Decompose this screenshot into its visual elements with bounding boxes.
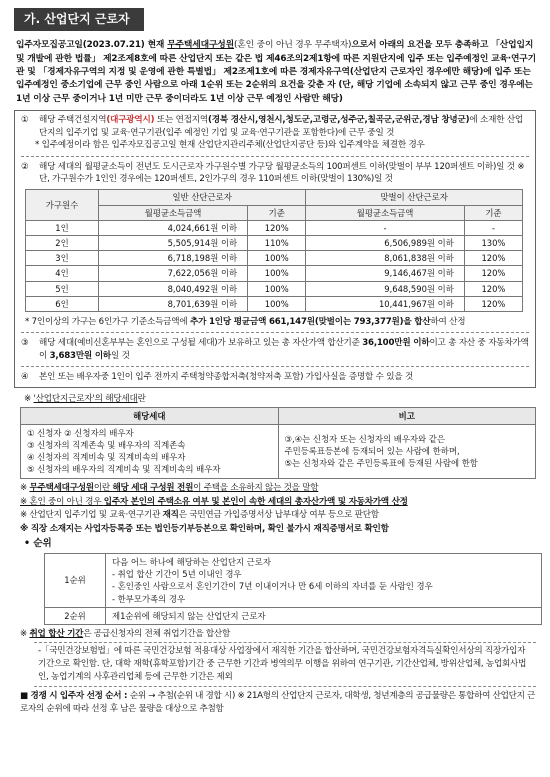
- divider: [21, 332, 529, 333]
- table-row: 5인 8,040,492원 이하 100% 9,648,590원 이하 120%: [26, 281, 523, 296]
- divider: [21, 156, 529, 157]
- note-no-house: ※ 무주택세대구성원이란 해당 세대 구성원 전원이 주택을 소유하지 않는 것을 말함: [20, 483, 319, 494]
- income-table: 가구원수 일반 산단근로자 맞벌이 산단근로자 월평균소득금액 기준 월평균소득금액 기준 1인 4,024,661원 이하 120% - - 2인 5,505,914원 이하 110% 6,506,989원 이하 130% 3인 6,718,198원 이하 100% 8,061,838원 이하 120% 4인 7,622,056원 이하 100% 9,146,467원 이하 120% 5인 8,040,492원 이하 100% 9,648,590원 이하 120% 6인 8,701,639원 이하 100% 10,441,967원 이하 120%: [25, 189, 523, 312]
- table-row: 3인 6,718,198원 이하 100% 8,061,838원 이하 120%: [26, 251, 523, 266]
- employment-period-detail: -「국민건강보험법」에 따른 국민건강보험 적용대상 사업장에서 재직한 기간을 합산하며, 국민건강보험자격득실확인서상의 직장가입자기간으로 확인함. 단, 대학 재학(휴학포함)기간 중 근무한 기간과 병역의무 이행을 위하여 연구기관, 기간산업체, 방위산업체, 농업회사법인, 농업기계의 사후관리업체 등에 근무한 기간은 제외: [34, 642, 536, 687]
- selection-order: ■ 경쟁 시 입주자 선정 순서 : 순위 → 추첨(순위 내 경합 시) ※ 21A형의 산업단지 근로자, 대학생, 청년계층의 공급물량은 통합하여 산업단지 근로자의 순위에 따라 선정 후 남은 물량을 대상으로 추첨함: [20, 691, 536, 714]
- conditions-box: [14, 110, 536, 388]
- condition-4: ④ 본인 또는 배우자중 1인이 입주 전까지 주택청약종합저축(청약저축 포함) 가입사실을 증명할 수 있을 것: [21, 372, 414, 383]
- table-row: 6인 8,701,639원 이하 100% 10,441,967원 이하 120%: [26, 296, 523, 311]
- condition-1-note: * 입주예정이라 함은 입주자모집공고일 현재 산업단지관리주체(산업단지공단 등)와 입주계약을 체결한 경우: [35, 140, 425, 151]
- condition-3: ③ 해당 세대(예비신혼부부는 혼인으로 구성될 세대)가 보유하고 있는 총 자산가액 합산기준 36,100만원 이하이고 총 자산 중 자동차가액이 3,683만원 이하일 것: [21, 338, 529, 361]
- divider: [21, 366, 529, 367]
- table-row: 1인 4,024,661원 이하 120% - -: [26, 220, 523, 235]
- employment-period-heading: ※ 취업 합산 기간은 공급신청자의 전체 취업기간을 합산함: [20, 628, 231, 639]
- household-remarks: ③,④는 신청자 또는 신청자의 배우자와 같은 주민등록표등본에 등재되어 있는 사람에 한하며, ⑤는 신청자와 같은 주민등록표에 등재된 사람에 한함: [278, 425, 536, 479]
- note-unmarried: ※ 혼인 중이 아닌 경우 입주자 본인의 주택소유 여부 및 본인이 속한 세대의 총자산가액 및 자동차가액 산정: [20, 496, 408, 507]
- section-header: 가. 산업단지 근로자: [14, 8, 144, 31]
- condition-1: ① 해당 주택건설지역(대구광역시) 또는 연접지역(경북 경산시,영천시,청도군,고령군,성주군,칠곡군,군위군,경남 창녕군)에 소재한 산업단지의 입주기업 및 교육·연구기관(입주 예정인 기업 및 교육·연구기관을 포함한다)에 근무 중일 것: [21, 115, 524, 138]
- household-definition-title: ※ '산업단지근로자'의 해당세대란: [24, 393, 146, 404]
- household-definition-table: 해당세대 비고 ① 신청자 ② 신청자의 배우자 ③ 신청자의 직계존속 및 배우자의 직계존속 ④ 신청자의 직계비속 및 직계비속의 배우자 ⑤ 신청자의 배우자의 직계비속 및 직계비속의 배우자 ③,④는 신청자 또는 신청자의 배우자와 같은 주민등록표등본에 등재되어 있는 사람에 한하며, ⑤는 신청자와 같은 주민등록표에 등재된 사람에 한함: [20, 407, 536, 479]
- condition-2: ② 해당 세대의 월평균소득이 전년도 도시근로자 가구원수별 가구당 월평균소득의 100퍼센트 이하(맞벌이 부부 120퍼센트 이하)일 것 ※ 단, 가구원수가 1인인 경우에는 120퍼센트, 2인가구의 경우 110퍼센트 이하(맞벌이 130%)일 것: [21, 161, 525, 184]
- household-list: ① 신청자 ② 신청자의 배우자 ③ 신청자의 직계존속 및 배우자의 직계존속 ④ 신청자의 직계비속 및 직계비속의 배우자 ⑤ 신청자의 배우자의 직계비속 및 직계비속의 배우자: [21, 425, 279, 479]
- table-row: 4인 7,622,056원 이하 100% 9,146,467원 이하 120%: [26, 266, 523, 281]
- table-row: 2인 5,505,914원 이하 110% 6,506,989원 이하 130%: [26, 236, 523, 251]
- income-footnote: * 7인이상의 가구는 6인가구 기준소득금액에 추가 1인당 평균금액 661,147원(맞벌이는 793,377원)을 합산하여 산정: [25, 316, 466, 327]
- table-row: 1순위 다음 어느 하나에 해당하는 산업단지 근로자 - 취업 합산 기간이 5년 이내인 경우 - 혼인중인 사람으로서 혼인기간이 7년 이내이거나 만 6세 이하의 자녀를 둔 사람인 경우 - 한부모가족의 경우: [45, 554, 542, 608]
- eligibility-intro: 입주자모집공고일(2023.07.21) 현재 무주택세대구성원(혼인 중이 아닌 경우 무주택자)으로서 아래의 요건을 모두 충족하고 「산업입지 및 개발에 관한 법률」 제2조제8호에 따른 산업단지 또는 같은 법 제46조의2제1항에 따른 지원단지에 입주 또는 입주예정인 교육·연구기관 및 「경제자유구역의 지정 및 운영에 관한 특별법」 제2조제1호에 따른 경제자유구역(산업단지 근로자인 경우에만 해당)에 입주 또는 입주예정인 중소기업에 근무 중인 사람으로 아래 1순위 또는 2순위의 요건을 갖춘 자 (단, 해당 기업에 소속되지 않고 근무 중인 경우에는 1년 이상 근무 중이거나 1년 미만 근무 중이더라도 1년 이상 근무 예정인 사람만 해당): [16, 40, 537, 104]
- note-employment: ※ 산업단지 입주기업 및 교육·연구기관 재직은 국민연금 가입증명서상 납부대상 여부 등으로 판단함: [20, 510, 379, 521]
- note-workplace: ※ 직장 소재지는 사업자등록증 또는 법인등기부등본으로 확인하며, 확인 불가시 재직증명서로 확인함: [20, 523, 389, 534]
- rank-table: [44, 553, 542, 625]
- rank-heading: • 순위: [24, 538, 52, 550]
- table-row: 2순위 제1순위에 해당되지 않는 산업단지 근로자: [45, 607, 542, 624]
